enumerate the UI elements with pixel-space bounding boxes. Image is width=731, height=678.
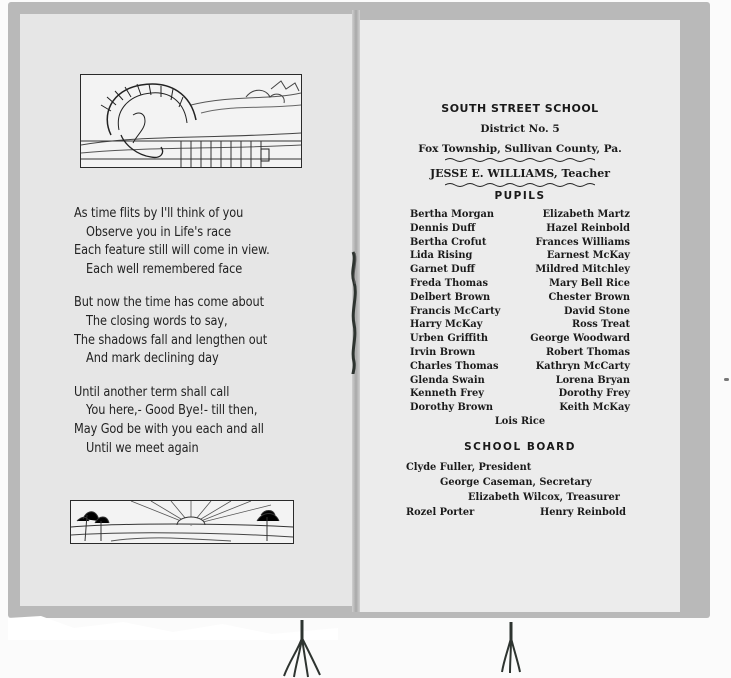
board-secretary: George Caseman, Secretary (440, 476, 592, 488)
township-label: Fox Township, Sullivan County, Pa. (418, 143, 622, 155)
poem-stanza-1 (74, 205, 306, 279)
poem-line: Each well remembered face (86, 261, 243, 277)
pupil-name: Frances Williams (535, 236, 630, 248)
tassel-left-icon (280, 620, 324, 678)
list-item (396, 236, 644, 250)
poem-line: The closing words to say, (86, 313, 228, 329)
pupil-name: Harry McKay (410, 319, 483, 331)
pupil-name: Lida Rising (410, 250, 473, 262)
school-board-list (396, 460, 644, 520)
pupil-name: Garnet Duff (410, 264, 475, 276)
pupil-name: Urben Griffith (410, 333, 488, 345)
pupil-name: Kenneth Frey (410, 388, 484, 400)
poem-line: Until another term shall call (74, 384, 230, 400)
poem-line: Until we meet again (86, 440, 199, 456)
list-item (396, 318, 644, 332)
pupils-list (396, 208, 644, 429)
pupil-name: Francis McCarty (410, 305, 501, 317)
board-member: Henry Reinbold (539, 506, 626, 518)
binding-thread-icon (348, 250, 360, 375)
list-item (396, 249, 644, 263)
pupil-name: Elizabeth Martz (542, 209, 630, 220)
pupil-name: Mary Bell Rice (549, 277, 630, 289)
poem-line: You here,- Good Bye!- till then, (86, 403, 258, 419)
pupil-name: Bertha Morgan (410, 209, 494, 220)
list-item (396, 208, 644, 222)
poem-line: And mark declining day (86, 351, 219, 367)
pupil-name: Ross Treat (572, 319, 630, 331)
pupil-name: Keith McKay (559, 402, 630, 414)
board-members-row (396, 505, 644, 520)
list-item (396, 401, 644, 415)
list-item (396, 332, 644, 346)
pupil-name-last: Lois Rice (494, 415, 546, 427)
scan-speck (724, 378, 729, 381)
pupil-name: Mildred Mitchley (535, 264, 630, 276)
board-treasurer: Elizabeth Wilcox, Treasurer (468, 491, 620, 503)
list-item (396, 374, 644, 388)
poem-stanza-3 (74, 384, 306, 458)
angel-landscape-illustration (80, 74, 302, 168)
pupil-name: Dorothy Brown (410, 402, 494, 414)
wavy-divider-icon (445, 157, 595, 163)
tassel-right-icon (498, 622, 524, 674)
pupil-name: Bertha Crofut (410, 236, 487, 248)
angel-landscape-icon (81, 75, 301, 167)
pupil-name: Chester Brown (548, 291, 630, 303)
pupil-name: Freda Thomas (410, 277, 488, 289)
teacher-name: JESSE E. WILLIAMS, Teacher (429, 167, 611, 180)
list-item (396, 263, 644, 277)
poem-line: Each feature still will come in view. (74, 243, 270, 259)
pupil-name: Robert Thomas (545, 346, 630, 358)
poem-line: The shadows fall and lengthen out (74, 332, 268, 348)
school-name: SOUTH STREET SCHOOL (441, 102, 599, 115)
school-board-heading: SCHOOL BOARD (464, 440, 576, 453)
pupil-name: Lorena Bryan (555, 374, 630, 386)
list-item (396, 346, 644, 360)
list-item (396, 277, 644, 291)
pupil-name: George Woodward (530, 333, 630, 345)
poem-line: As time flits by I'll think of you (74, 206, 244, 221)
district-label: District No. 5 (480, 123, 560, 135)
pupil-name: Kathryn McCarty (535, 360, 630, 372)
board-president: Clyde Fuller, President (406, 461, 532, 473)
pupil-name: Hazel Reinbold (546, 222, 630, 234)
wavy-divider-icon (445, 182, 595, 188)
list-item (396, 305, 644, 319)
poem-line: May God be with you each and all (74, 421, 264, 437)
list-item (396, 387, 644, 401)
list-item (396, 222, 644, 236)
farewell-poem (74, 205, 306, 473)
sunrise-landscape-icon (71, 501, 293, 543)
board-member: Rozel Porter (406, 506, 475, 518)
poem-line: But now the time has come about (74, 295, 264, 311)
pupil-name: Irvin Brown (410, 346, 476, 358)
list-item (396, 360, 644, 374)
pupil-name: David Stone (563, 305, 630, 317)
pupil-name: Charles Thomas (410, 360, 499, 372)
pupil-name: Earnest McKay (546, 250, 630, 262)
poem-stanza-2 (74, 294, 306, 368)
pupil-name: Delbert Brown (410, 291, 491, 303)
pupil-name: Glenda Swain (410, 374, 485, 386)
list-item (396, 291, 644, 305)
sunrise-landscape-illustration (70, 500, 294, 544)
pupil-name: Dennis Duff (410, 222, 476, 234)
poem-line: Observe you in Life's race (86, 224, 232, 240)
pupil-name: Dorothy Frey (558, 388, 630, 400)
program-column (396, 102, 644, 520)
pupils-heading: PUPILS (494, 190, 546, 202)
